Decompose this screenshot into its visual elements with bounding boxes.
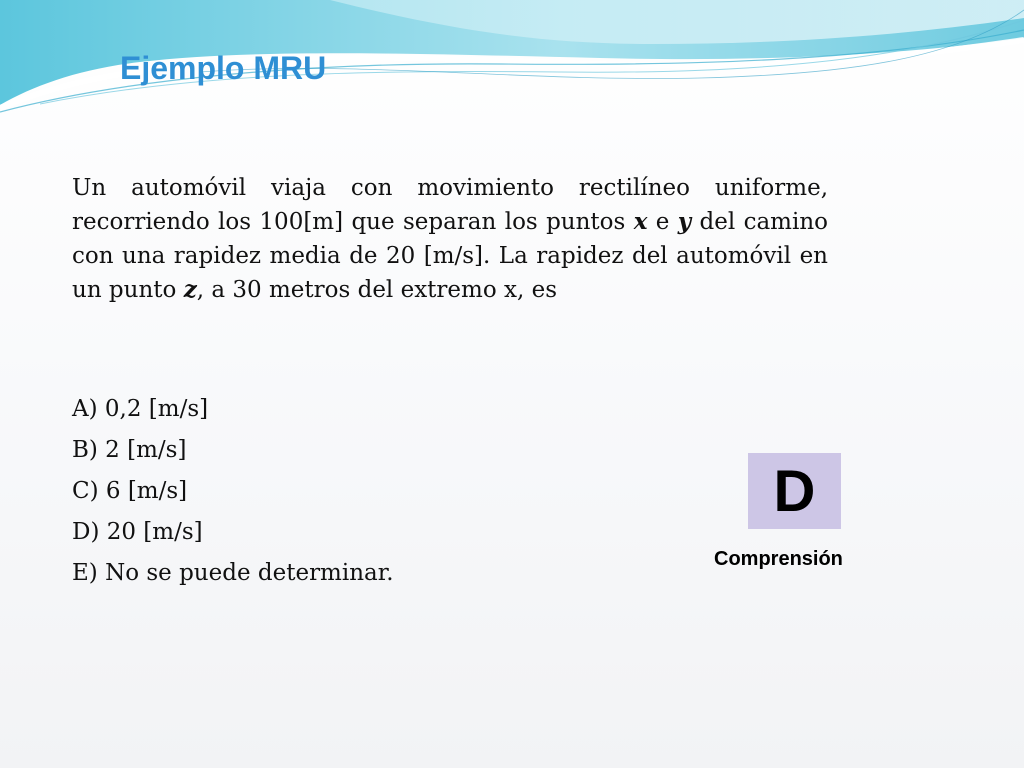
variable-x: x <box>633 208 648 235</box>
question-part-4: , a 30 metros del extremo x, es <box>196 277 558 303</box>
category-label: Comprensión <box>714 548 843 570</box>
slide-title: Ejemplo MRU <box>120 50 327 86</box>
option-c: C) 6 [m/s] <box>72 478 188 504</box>
answer-box: D <box>748 453 841 529</box>
variable-z: z <box>183 276 197 303</box>
answer-options <box>72 389 394 594</box>
option-e: E) No se puede determinar. <box>72 560 394 586</box>
question-part-2: e <box>647 209 678 235</box>
option-a: A) 0,2 [m/s] <box>72 396 209 422</box>
option-b: B) 2 [m/s] <box>72 437 187 463</box>
question-text <box>72 171 828 307</box>
question-part-3: del camino con una rapidez media de 20 [m/s]. La rapidez del automóvil en un punto <box>72 209 829 303</box>
variable-y: y <box>677 208 692 235</box>
question-part-1: Un automóvil viaja con movimiento rectilíneo uniforme, recorriendo los 100[m] que separan los puntos <box>72 175 828 235</box>
option-d: D) 20 [m/s] <box>72 519 203 545</box>
